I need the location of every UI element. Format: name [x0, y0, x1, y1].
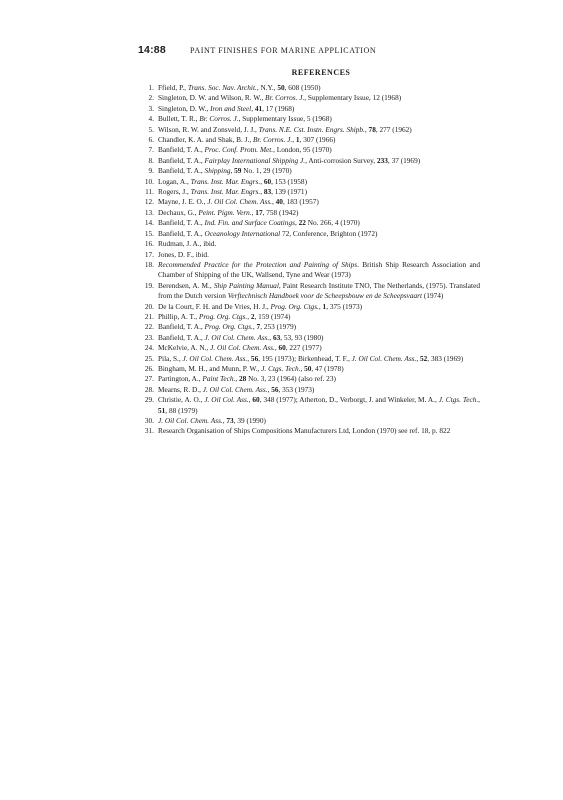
reference-volume: 1: [322, 301, 327, 311]
reference-segment: , 159 (1974): [254, 311, 291, 321]
reference-journal: Iron and Steel: [210, 103, 252, 113]
reference-segment: Banfield, T. A.,: [158, 155, 205, 165]
reference-item: [138, 239, 480, 249]
reference-journal: Br. Corros. J.: [252, 135, 293, 145]
reference-segment: ,: [292, 135, 296, 145]
reference-number: 10.: [144, 176, 154, 186]
reference-journal: J. Oil Col. Chem. Ass.: [182, 353, 248, 363]
reference-item: [138, 197, 480, 207]
reference-item: [138, 83, 480, 93]
reference-volume: 22: [298, 218, 306, 228]
reference-item: [138, 125, 480, 135]
reference-item: [138, 156, 480, 166]
reference-number: 29.: [144, 395, 154, 405]
reference-volume: 17: [255, 207, 263, 217]
reference-number: 21.: [144, 311, 154, 321]
reference-journal: J. Oil Col. Chem. Ass.: [207, 197, 272, 207]
reference-segment: ,: [294, 218, 299, 228]
reference-text: [158, 250, 480, 260]
reference-segment: Wilson, R. W. and Zonsveld, J. J.,: [158, 124, 259, 134]
reference-text: [158, 114, 480, 124]
reference-journal: Prog. Org. Ctgs.: [204, 322, 253, 332]
reference-segment: , 353 (1973): [278, 384, 315, 394]
reference-journal: J. Oil Col. Chem. Ass.: [158, 416, 223, 425]
reference-journal: Trans. Inst. Mar. Engrs.: [190, 176, 261, 186]
reference-volume: 59: [234, 166, 242, 176]
reference-item: [138, 374, 480, 384]
reference-text: [158, 416, 480, 426]
reference-journal: Proc. Conf. Protn. Met.: [204, 145, 274, 155]
reference-number: 25.: [144, 353, 154, 363]
reference-segment: No. 3, 23 (1964) (also ref. 23): [246, 374, 336, 384]
reference-text: [158, 385, 480, 395]
reference-segment: ,: [364, 124, 369, 134]
reference-segment: ,: [247, 353, 251, 363]
reference-journal: Oceanology International: [204, 228, 281, 238]
reference-number: 23.: [144, 332, 154, 342]
reference-journal: Fairplay International Shipping J.: [204, 155, 306, 165]
reference-text: [158, 197, 480, 207]
reference-segment: , 88 (1979): [165, 405, 198, 415]
reference-item: [138, 312, 480, 322]
reference-segment: , Paint Research Institute TNO, The Netherlands, (1975). Translated from the Dutch version: [158, 280, 480, 301]
reference-segment: McKelvie, A. N.,: [158, 343, 211, 353]
reference-number: 18.: [144, 259, 154, 269]
reference-number: 26.: [144, 363, 154, 373]
reference-segment: , 47 (1978): [311, 363, 344, 373]
reference-item: [138, 302, 480, 312]
reference-item: [138, 114, 480, 124]
reference-segment: , 183 (1957): [282, 197, 319, 207]
reference-item: [138, 416, 480, 426]
reference-segment: ,: [269, 332, 273, 342]
reference-volume: 83: [263, 187, 272, 197]
reference-segment: , 375 (1973): [326, 301, 363, 311]
reference-segment: ,: [300, 363, 305, 373]
reference-segment: Banfield, T. A.,: [158, 322, 205, 332]
reference-segment: ,: [267, 384, 272, 394]
reference-number: 31.: [144, 426, 154, 436]
reference-number: 3.: [148, 103, 154, 113]
reference-item: [138, 93, 480, 103]
reference-segment: Bingham, M. H., and Munn, P. W.,: [158, 363, 262, 373]
reference-number: 14.: [144, 218, 154, 228]
reference-volume: 63: [272, 332, 281, 342]
reference-item: [138, 260, 480, 281]
reference-text: [158, 125, 480, 135]
reference-segment: , 139 (1971): [271, 187, 308, 197]
reference-text: [158, 426, 480, 436]
reference-journal: Ship Painting Manual: [213, 280, 279, 290]
reference-text: [158, 104, 480, 114]
reference-number: 16.: [144, 239, 154, 249]
reference-segment: ,: [416, 353, 420, 363]
reference-segment: Banfield, T. A.,: [158, 228, 205, 238]
reference-journal: Peint. Pigm. Vern.: [198, 207, 252, 217]
reference-text: [158, 322, 480, 332]
reference-segment: Mayne, J. E. O.,: [158, 197, 208, 207]
reference-text: [158, 343, 480, 353]
reference-segment: , Supplementary Issue, 12 (1968): [304, 93, 402, 103]
reference-journal: Br. Corros. J.: [199, 114, 239, 124]
reference-segment: , 37 (1969): [387, 155, 421, 165]
reference-volume: 233: [376, 155, 388, 165]
reference-segment: , 608 (1950): [284, 83, 321, 92]
reference-segment: , 195 (1973); Birkenhead, T. F.,: [258, 353, 352, 363]
reference-segment: Berendsen, A. M.,: [158, 280, 214, 290]
reference-segment: Pila, S.,: [158, 353, 183, 363]
reference-segment: , 253 (1979): [260, 322, 297, 332]
reference-segment: ,: [260, 187, 264, 197]
reference-number: 7.: [148, 145, 154, 155]
reference-journal: Prog. Org. Ctgs.: [198, 311, 248, 321]
reference-segment: ,: [235, 374, 240, 384]
reference-segment: Banfield, T. A.,: [158, 332, 205, 342]
running-header: [138, 44, 480, 60]
reference-text: [158, 302, 480, 312]
reference-segment: , N.Y.,: [256, 83, 278, 92]
reference-text: [158, 208, 480, 218]
reference-item: [138, 250, 480, 260]
reference-journal: J. Ctgs. Tech.: [438, 395, 479, 405]
reference-item: [138, 177, 480, 187]
reference-segment: Christie, A. O.,: [158, 395, 205, 405]
reference-number: 19.: [144, 280, 154, 290]
reference-volume: 56: [271, 384, 279, 394]
reference-journal: J. Oil Col. Ass.: [204, 395, 249, 405]
reference-journal: Trans. N.E. Cst. Instn. Engrs. Shipb.: [258, 124, 365, 134]
reference-number: 28.: [144, 384, 154, 394]
reference-volume: 60: [278, 343, 286, 353]
reference-segment: No. 1, 29 (1970): [241, 166, 292, 176]
reference-number: 4.: [148, 114, 154, 124]
reference-segment: , 53, 93 (1980): [280, 332, 324, 342]
reference-segment: ,: [260, 176, 264, 186]
reference-item: [138, 426, 480, 436]
reference-segment: Chandler, K. A. and Shak, B. J.,: [158, 135, 253, 145]
reference-text: [158, 395, 480, 416]
reference-segment: No. 266, 4 (1970): [305, 218, 360, 228]
reference-item: [138, 385, 480, 395]
reference-segment: 72, Conference, Brighton (1972): [280, 228, 378, 238]
reference-journal: Br. Corros. J.: [265, 93, 305, 103]
reference-segment: Mearns, R. D.,: [158, 384, 203, 394]
reference-text: [158, 364, 480, 374]
reference-number: 15.: [144, 228, 154, 238]
reference-item: [138, 281, 480, 302]
reference-segment: ,: [251, 207, 256, 217]
reference-number: 22.: [144, 322, 154, 332]
reference-segment: (1974): [422, 291, 444, 301]
reference-journal: Trans. Soc. Nav. Archit.: [187, 83, 257, 92]
reference-volume: 78: [368, 124, 376, 134]
reference-segment: Banfield, T. A.,: [158, 218, 205, 228]
reference-segment: , 277 (1962): [375, 124, 412, 134]
reference-segment: Singleton, D. W.,: [158, 103, 211, 113]
reference-segment: Logan, A.,: [158, 176, 191, 186]
reference-item: [138, 354, 480, 364]
reference-journal: Verftechnisch Handboek voor de Scheepsbouw en de Scheepsvaart: [227, 291, 423, 301]
reference-journal: Shipping: [204, 166, 231, 176]
reference-number: 8.: [148, 155, 154, 165]
reference-text: [158, 333, 480, 343]
reference-volume: 41: [254, 103, 263, 113]
reference-volume: 52: [420, 353, 428, 363]
reference-journal: Trans. Inst. Mar. Engrs.: [190, 187, 261, 197]
reference-number: 6.: [148, 135, 154, 145]
reference-journal: J. Oil Col. Chem. Ass.: [202, 384, 268, 394]
reference-segment: Bullett, T. R.,: [158, 114, 200, 124]
reference-segment: ,: [230, 166, 235, 176]
reference-segment: ,: [251, 103, 255, 113]
reference-segment: ,: [252, 322, 257, 332]
reference-journal: J. Ctgs. Tech.: [261, 363, 301, 373]
reference-text: [158, 218, 480, 228]
reference-segment: Rogers, J.,: [158, 187, 191, 197]
reference-text: [158, 260, 480, 281]
reference-segment: , 383 (1969): [427, 353, 464, 363]
reference-segment: , 348 (1977); Atherton, D., Verborgt, J. and Winkeler, M. A.,: [259, 395, 439, 405]
reference-segment: Dechaux, G.,: [158, 207, 199, 217]
reference-number: 11.: [145, 187, 154, 197]
reference-segment: ,: [248, 395, 253, 405]
reference-item: [138, 166, 480, 176]
reference-segment: ,: [478, 395, 480, 405]
reference-segment: . British Ship Research Association and Chamber of Shipping of the UK, Wallsend, Tyne and Wear (1973): [158, 259, 480, 280]
reference-segment: , 227 (1977): [285, 343, 322, 353]
reference-segment: , Supplementary Issue, 5 (1968): [238, 114, 332, 124]
reference-segment: Jones, D. F., ibid.: [158, 249, 209, 259]
reference-item: [138, 135, 480, 145]
reference-segment: Partington, A.,: [158, 374, 203, 384]
reference-item: [138, 395, 480, 416]
reference-segment: Phillip, A. T.,: [158, 311, 199, 321]
reference-text: [158, 239, 480, 249]
reference-text: [158, 187, 480, 197]
reference-volume: 60: [252, 395, 260, 405]
reference-number: 30.: [144, 416, 154, 425]
reference-segment: , London, 95 (1970): [273, 145, 332, 155]
reference-list: [138, 83, 480, 437]
reference-journal: Ind. Fin. and Surface Coatings: [204, 218, 295, 228]
reference-number: 2.: [148, 93, 154, 103]
reference-number: 9.: [148, 166, 154, 176]
reference-text: [158, 229, 480, 239]
running-title: PAINT FINISHES FOR MARINE APPLICATION: [190, 46, 377, 55]
reference-number: 12.: [144, 197, 154, 207]
reference-item: [138, 218, 480, 228]
reference-segment: Research Organisation of Ships Compositions Manufacturers Ltd, London (1970) see ref. 18, p. 822: [158, 426, 451, 436]
reference-segment: , 17 (1968): [262, 103, 295, 113]
reference-text: [158, 83, 480, 93]
reference-text: [158, 177, 480, 187]
reference-text: [158, 166, 480, 176]
reference-segment: ,: [318, 301, 323, 311]
reference-item: [138, 145, 480, 155]
reference-volume: 7: [256, 322, 261, 332]
reference-segment: , Anti-corrosion Survey,: [305, 155, 377, 165]
reference-number: 20.: [144, 301, 154, 311]
reference-text: [158, 281, 480, 302]
reference-text: [158, 156, 480, 166]
reference-number: 5.: [148, 124, 154, 134]
reference-segment: , 153 (1958): [271, 176, 308, 186]
reference-segment: , 758 (1942): [262, 207, 299, 217]
reference-journal: Paint Tech.: [202, 374, 236, 384]
reference-text: [158, 135, 480, 145]
reference-item: [138, 343, 480, 353]
reference-volume: 73: [226, 416, 234, 425]
reference-segment: De la Court, F. H. and De Vries, H. J.,: [158, 301, 271, 311]
reference-item: [138, 187, 480, 197]
reference-volume: 50: [304, 363, 312, 373]
reference-segment: Banfield, T. A.,: [158, 145, 205, 155]
reference-number: 17.: [144, 249, 154, 259]
reference-volume: 50: [277, 83, 285, 92]
reference-segment: ,: [247, 311, 251, 321]
reference-journal: J. Oil Col. Chem. Ass.: [351, 353, 417, 363]
reference-volume: 60: [263, 176, 272, 186]
reference-volume: 1: [295, 135, 300, 145]
reference-number: 1.: [148, 83, 154, 92]
document-page: [138, 44, 480, 437]
reference-item: [138, 229, 480, 239]
page-number: 14:88: [138, 44, 166, 56]
reference-segment: ,: [222, 416, 227, 425]
reference-item: [138, 322, 480, 332]
reference-text: [158, 354, 480, 364]
references-heading: REFERENCES: [291, 68, 351, 77]
reference-number: 13.: [144, 207, 154, 217]
reference-volume: 56: [250, 353, 259, 363]
reference-volume: 51: [158, 405, 166, 415]
reference-journal: Recommended Practice for the Protection and Painting of Ships: [158, 259, 358, 269]
reference-segment: ,: [274, 343, 279, 353]
reference-item: [138, 364, 480, 374]
reference-item: [138, 104, 480, 114]
reference-volume: 28: [239, 374, 247, 384]
reference-segment: ,: [271, 197, 276, 207]
reference-journal: J. Oil Col. Chem. Ass.: [204, 332, 270, 342]
reference-segment: Singleton, D. W. and Wilson, R. W.,: [158, 93, 266, 103]
reference-segment: Banfield, T. A.,: [158, 166, 205, 176]
reference-item: [138, 333, 480, 343]
reference-text: [158, 312, 480, 322]
reference-number: 27.: [144, 374, 154, 384]
reference-segment: , 307 (1966): [299, 135, 336, 145]
reference-number: 24.: [144, 343, 154, 353]
reference-segment: , 39 (1990): [233, 416, 266, 425]
reference-segment: Rudman, J. A., ibid.: [158, 239, 217, 249]
reference-journal: Prog. Org. Ctgs.: [270, 301, 319, 311]
reference-segment: Ffield, P.,: [158, 83, 188, 92]
reference-text: [158, 145, 480, 155]
reference-text: [158, 93, 480, 103]
reference-item: [138, 208, 480, 218]
reference-volume: 40: [275, 197, 283, 207]
reference-journal: J. Oil Col. Chem. Ass.: [210, 343, 275, 353]
reference-volume: 2: [250, 311, 255, 321]
reference-text: [158, 374, 480, 384]
